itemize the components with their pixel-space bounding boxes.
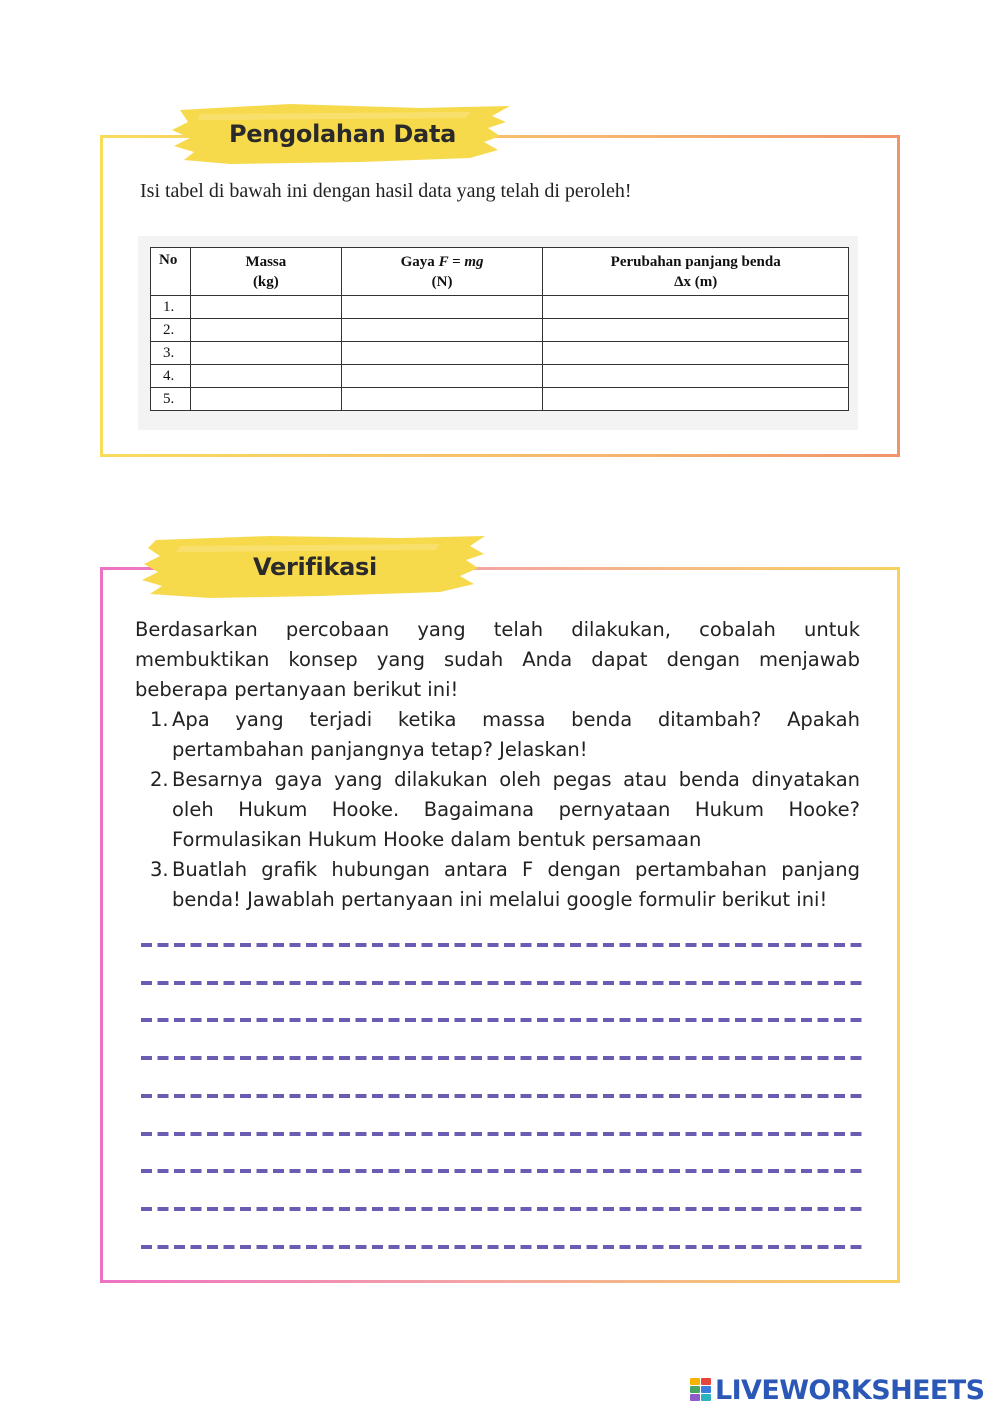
header-gaya [341,248,543,296]
table-row [151,388,849,411]
answer-line[interactable] [141,1169,863,1173]
header-gaya-prefix: Gaya [400,253,439,270]
question-number: 2. [150,768,169,791]
header-massa [190,248,341,296]
verifikasi-intro: Berdasarkan percobaan yang telah dilakukan, cobalah untuk membuktikan konsep yang sudah Anda dapat dengan menjawab beberapa pertanyaan berikut ini! [135,618,860,701]
table-row [151,365,849,388]
question-text: Besarnya gaya yang dilakukan oleh pegas atau benda dinyatakan oleh Hukum Hooke. Bagaimana pernyataan Hukum Hooke? Formulasikan Hukum Hooke dalam bentuk persamaan [172,768,860,851]
table-row [151,319,849,342]
massa-cell[interactable] [190,319,341,342]
header-massa-unit: (kg) [252,273,279,290]
perubahan-cell[interactable] [543,365,849,388]
gaya-cell[interactable] [341,319,543,342]
row-number: 2. [151,319,191,342]
perubahan-cell[interactable] [543,319,849,342]
question-list [150,705,860,915]
answer-line[interactable] [141,943,863,947]
liveworksheets-mark-icon [690,1378,712,1402]
table-instruction: Isi tabel di bawah ini dengan hasil data yang telah di peroleh! [140,180,632,202]
verifikasi-title-banner [140,532,490,602]
header-perubahan-unit: Δx (m) [674,273,718,290]
liveworksheets-logo [690,1374,984,1406]
massa-cell[interactable] [190,342,341,365]
row-number: 1. [151,296,191,319]
header-gaya-formula: F = mg [438,253,484,270]
header-no: No [151,248,191,296]
header-perubahan [543,248,849,296]
answer-line[interactable] [141,1056,863,1060]
question-number: 3. [150,858,169,881]
gaya-cell[interactable] [341,296,543,319]
header-perubahan-label: Perubahan panjang benda [610,253,781,270]
gaya-cell[interactable] [341,365,543,388]
gaya-cell[interactable] [341,388,543,411]
answer-line[interactable] [141,1207,863,1211]
answer-line[interactable] [141,981,863,985]
verifikasi-content [135,615,860,915]
table-row [151,296,849,319]
row-number: 3. [151,342,191,365]
pengolahan-data-title-banner [170,100,515,168]
question-number: 1. [150,708,169,731]
row-number: 4. [151,365,191,388]
list-item [150,765,860,855]
massa-cell[interactable] [190,365,341,388]
question-text: Buatlah grafik hubungan antara F dengan pertambahan panjang benda! Jawablah pertanyaan ini melalui google formulir berikut ini! [172,858,860,911]
header-massa-label: Massa [245,253,287,270]
section-title: Verifikasi [253,553,377,581]
question-text: Apa yang terjadi ketika massa benda ditambah? Apakah pertambahan panjangnya tetap? Jelaskan! [172,708,860,761]
massa-cell[interactable] [190,296,341,319]
section-title: Pengolahan Data [228,120,457,148]
brand-name: LIVEWORKSHEETS [715,1374,985,1406]
table-row [151,342,849,365]
answer-line[interactable] [141,1094,863,1098]
answer-line[interactable] [141,1245,863,1249]
list-item [150,855,860,915]
list-item [150,705,860,765]
perubahan-cell[interactable] [543,342,849,365]
row-number: 5. [151,388,191,411]
perubahan-cell[interactable] [543,296,849,319]
data-table [150,247,849,411]
answer-line[interactable] [141,1132,863,1136]
header-gaya-label [342,252,543,272]
header-gaya-unit: (N) [431,273,453,290]
gaya-cell[interactable] [341,342,543,365]
massa-cell[interactable] [190,388,341,411]
answer-line[interactable] [141,1018,863,1022]
perubahan-cell[interactable] [543,388,849,411]
